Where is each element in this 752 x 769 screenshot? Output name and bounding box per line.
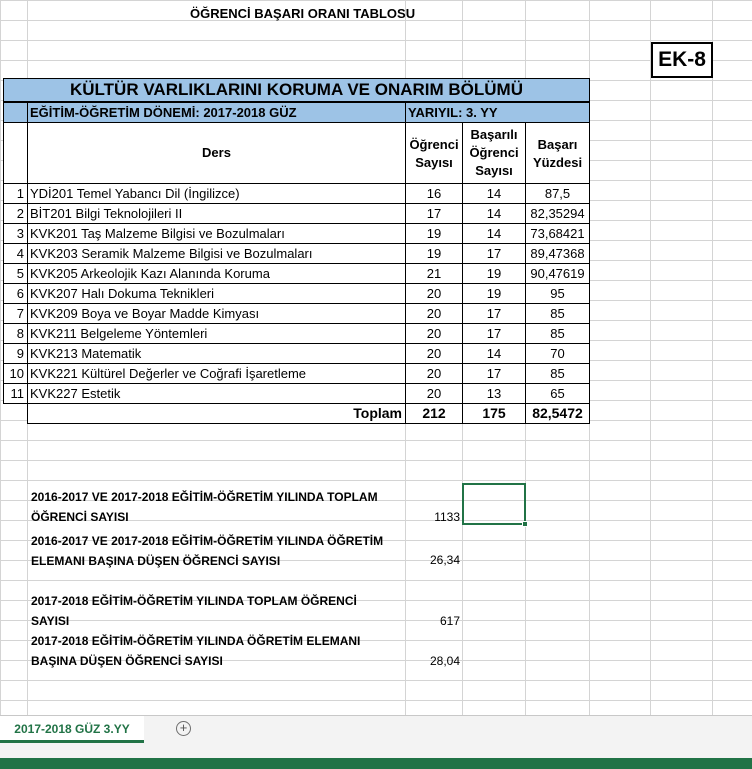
student-count[interactable]: 19 [405, 243, 463, 264]
row-number[interactable]: 3 [3, 223, 28, 244]
sheet-tab-bar [0, 715, 752, 769]
success-percent[interactable]: 89,47368 [525, 243, 590, 264]
success-percent[interactable]: 95 [525, 283, 590, 304]
student-count[interactable]: 20 [405, 283, 463, 304]
semester-cell[interactable]: YARIYIL: 3. YY [405, 102, 590, 123]
active-cell-selection[interactable] [462, 483, 526, 525]
student-count[interactable]: 20 [405, 383, 463, 404]
student-count[interactable]: 20 [405, 303, 463, 324]
course-name[interactable]: KVK211 Belgeleme Yöntemleri [27, 323, 406, 344]
summary-label[interactable] [31, 631, 360, 671]
gridline [712, 0, 713, 715]
add-sheet-button[interactable] [176, 721, 191, 736]
passed-count[interactable]: 19 [462, 263, 526, 284]
passed-count[interactable]: 13 [462, 383, 526, 404]
row-number[interactable]: 8 [3, 323, 28, 344]
passed-count[interactable]: 17 [462, 363, 526, 384]
success-percent[interactable]: 82,35294 [525, 203, 590, 224]
row-number[interactable]: 2 [3, 203, 28, 224]
header-line: Başarılı [470, 127, 518, 142]
row-number[interactable]: 10 [3, 363, 28, 384]
summary-label-line: BAŞINA DÜŞEN ÖĞRENCİ SAYISI [31, 654, 223, 668]
student-count[interactable]: 19 [405, 223, 463, 244]
header-line: Öğrenci [409, 137, 459, 152]
summary-label-line: 2017-2018 EĞİTİM-ÖĞRETİM YILINDA TOPLAM ÖĞRENCİ [31, 594, 357, 608]
passed-count[interactable]: 17 [462, 323, 526, 344]
summary-label[interactable] [31, 531, 383, 571]
course-name[interactable]: KVK227 Estetik [27, 383, 406, 404]
total-student-count[interactable]: 212 [405, 403, 463, 424]
total-passed-count[interactable]: 175 [462, 403, 526, 424]
total-success-percent[interactable]: 82,5472 [525, 403, 590, 424]
total-label[interactable]: Toplam [27, 403, 406, 424]
course-name[interactable]: KVK221 Kültürel Değerler ve Coğrafi İşaretleme [27, 363, 406, 384]
success-percent[interactable]: 85 [525, 303, 590, 324]
course-name[interactable]: KVK209 Boya ve Boyar Madde Kimyası [27, 303, 406, 324]
success-percent[interactable]: 73,68421 [525, 223, 590, 244]
row-number[interactable]: 5 [3, 263, 28, 284]
student-count[interactable]: 20 [405, 323, 463, 344]
summary-label-line: 2016-2017 VE 2017-2018 EĞİTİM-ÖĞRETİM YILINDA TOPLAM [31, 490, 378, 504]
header-basarili-ogrenci-sayisi[interactable] [462, 122, 526, 184]
ek-label: EK-8 [651, 42, 713, 78]
row-number[interactable]: 11 [3, 383, 28, 404]
success-percent[interactable]: 87,5 [525, 183, 590, 204]
passed-count[interactable]: 17 [462, 243, 526, 264]
passed-count[interactable]: 17 [462, 303, 526, 324]
row-number[interactable]: 1 [3, 183, 28, 204]
summary-label-line: ELEMANI BAŞINA DÜŞEN ÖĞRENCİ SAYISI [31, 554, 281, 568]
course-name[interactable]: BİT201 Bilgi Teknolojileri II [27, 203, 406, 224]
passed-count[interactable]: 19 [462, 283, 526, 304]
passed-count[interactable]: 14 [462, 343, 526, 364]
department-title[interactable]: KÜLTÜR VARLIKLARINI KORUMA VE ONARIM BÖLÜMÜ [3, 78, 590, 102]
status-bar [0, 758, 752, 769]
header-line: Sayısı [475, 163, 513, 178]
course-name[interactable]: KVK213 Matematik [27, 343, 406, 364]
summary-value[interactable]: 617 [439, 614, 460, 628]
student-count[interactable]: 16 [405, 183, 463, 204]
plus-icon: + [179, 720, 188, 735]
row-number[interactable]: 7 [3, 303, 28, 324]
gridline [650, 0, 651, 715]
summary-label-line: SAYISI [31, 614, 70, 628]
student-count[interactable]: 21 [405, 263, 463, 284]
period-cell[interactable]: EĞİTİM-ÖĞRETİM DÖNEMİ: 2017-2018 GÜZ [27, 102, 406, 123]
header-line: Öğrenci [469, 145, 519, 160]
header-line: Yüzdesi [532, 155, 583, 170]
row-number[interactable]: 9 [3, 343, 28, 364]
sheet-top-title: ÖĞRENCİ BAŞARI ORANI TABLOSU [190, 6, 416, 21]
student-count[interactable]: 20 [405, 343, 463, 364]
summary-label[interactable] [31, 487, 378, 527]
fill-handle[interactable] [522, 521, 528, 527]
summary-value[interactable]: 28,04 [429, 654, 460, 668]
summary-label-line: ÖĞRENCİ SAYISI [31, 510, 129, 524]
course-name[interactable]: KVK201 Taş Malzeme Bilgisi ve Bozulmaları [27, 223, 406, 244]
header-line: Başarı [537, 137, 578, 152]
summary-value[interactable]: 1133 [434, 510, 460, 524]
header-ogrenci-sayisi[interactable] [405, 122, 463, 184]
summary-value[interactable]: 26,34 [429, 553, 460, 567]
course-name[interactable]: KVK207 Halı Dokuma Teknikleri [27, 283, 406, 304]
header-basari-yuzdesi[interactable] [525, 122, 590, 184]
course-name[interactable]: YDİ201 Temel Yabancı Dil (İngilizce) [27, 183, 406, 204]
passed-count[interactable]: 14 [462, 223, 526, 244]
summary-label-line: 2017-2018 EĞİTİM-ÖĞRETİM YILINDA ÖĞRETİM ELEMANI [31, 634, 361, 648]
success-percent[interactable]: 85 [525, 323, 590, 344]
success-percent[interactable]: 85 [525, 363, 590, 384]
success-percent[interactable]: 90,47619 [525, 263, 590, 284]
success-percent[interactable]: 70 [525, 343, 590, 364]
blank-header-cell[interactable] [3, 122, 28, 184]
blank-header-cell[interactable] [3, 102, 28, 123]
course-name[interactable]: KVK205 Arkeolojik Kazı Alanında Koruma [27, 263, 406, 284]
passed-count[interactable]: 14 [462, 183, 526, 204]
passed-count[interactable]: 14 [462, 203, 526, 224]
course-name[interactable]: KVK203 Seramik Malzeme Bilgisi ve Bozulmaları [27, 243, 406, 264]
student-count[interactable]: 20 [405, 363, 463, 384]
success-percent[interactable]: 65 [525, 383, 590, 404]
sheet-tab-active[interactable]: 2017-2018 GÜZ 3.YY [0, 716, 144, 743]
summary-label-line: 2016-2017 VE 2017-2018 EĞİTİM-ÖĞRETİM YILINDA ÖĞRETİM [31, 534, 384, 548]
student-count[interactable]: 17 [405, 203, 463, 224]
row-number[interactable]: 4 [3, 243, 28, 264]
row-number[interactable]: 6 [3, 283, 28, 304]
header-ders[interactable]: Ders [27, 122, 406, 184]
summary-label[interactable] [31, 591, 357, 631]
header-line: Sayısı [415, 155, 453, 170]
